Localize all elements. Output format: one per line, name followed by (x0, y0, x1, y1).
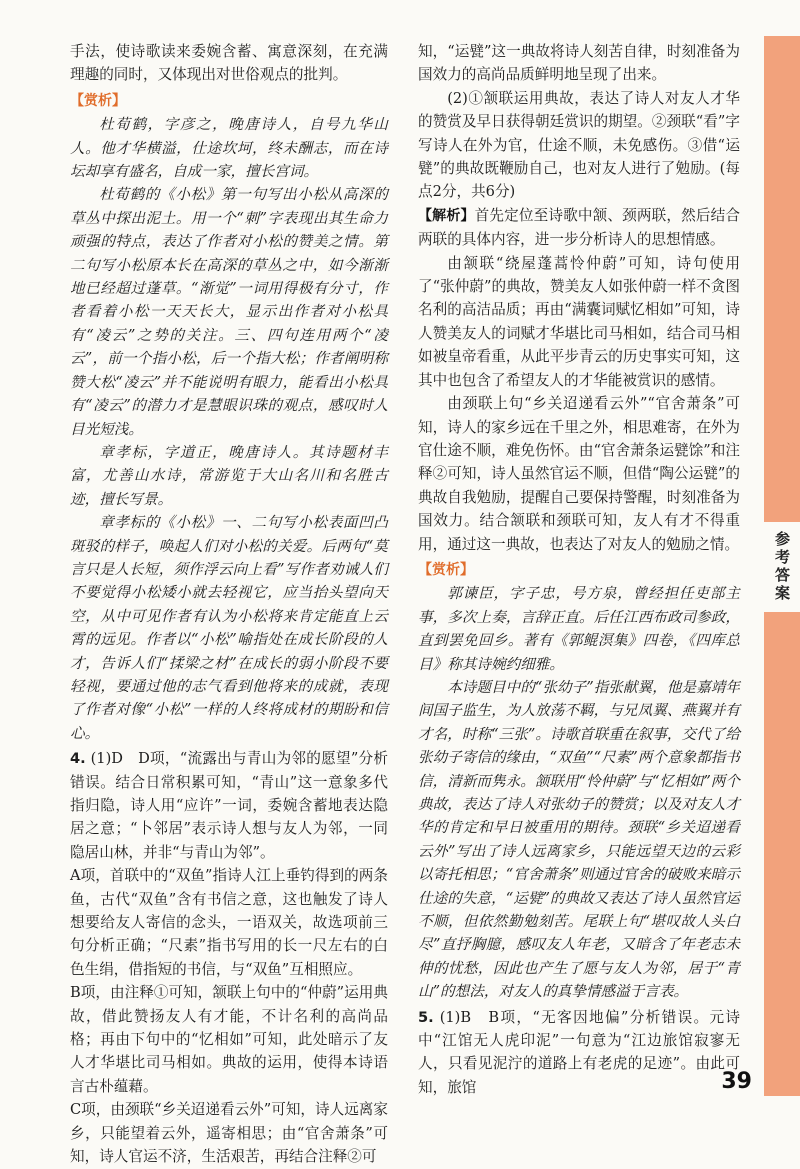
question-5 (418, 1006, 740, 1100)
analysis-text: 首先定位至诗歌中颔、颈两联，然后结合两联的具体内容，进一步分析诗人的思想情感。 (418, 206, 740, 249)
answer-text: (1)D D项，“流露出与青山为邻的愿望”分析错误。结合日常积累可知，“青山”这一意象多代指归隐，诗人用“应许”一词，委婉含蓄地表达隐居之意；“卜邻居”表示诗人想与友人为邻，一同隐居山林，并非“与青山为邻”。 (70, 750, 389, 861)
paragraph: 章孝标的《小松》一、二句写小松表面凹凸斑驳的样子，唤起人们对小松的关爱。后两句“莫言只是人长短，须作浮云向上看”写作者劝诫人们不要觉得小松矮小就去轻视它，应当抬头望向天空，从中可见作者有认为小松将来肯定能直上云霄的远见。作者以“小松”喻指处在成长阶段的人才，告诉人们“揉梁之材”在成长的弱小阶段不要轻视，要通过他的志气看到他将来的成就，表现了作者对像“小松”一样的人终将成材的期盼和信心。 (70, 514, 388, 742)
paragraph: C项，由颈联“乡关迢递看云外”可知，诗人远离家乡，只能望着云外，遥寄相思；由“官舍萧条”可知，诗人官运不济，生活艰苦，再结合注释②可 (70, 1101, 388, 1166)
analysis-block (418, 204, 740, 252)
appreciation-tag: 【赏析】 (418, 561, 474, 578)
paragraph: 知，“运甓”这一典故将诗人刻苦自律，时刻准备为国效力的高尚品质鲜明地呈现了出来。 (418, 43, 740, 84)
appreciation-tag: 【赏析】 (70, 92, 126, 109)
question-4 (70, 747, 388, 864)
question-number: 4. (70, 750, 86, 768)
left-column (70, 40, 388, 1169)
answer-text: (1)B B项，“无客因地偏”分析错误。元诗中“江馆无人虎印泥”一句意为“江边旅馆寂寥无人，只看见泥泞的道路上有老虎的足迹”。由此可知，旅馆 (418, 1008, 741, 1096)
paragraph: 由颈联上句“乡关迢递看云外”“官舍萧条”可知，诗人的家乡远在千里之外，相思难寄，在外为官仕途不顺，难免伤怀。由“官舍萧条运甓馀”和注释②可知，诗人虽然官运不顺，但借“陶公运甓”的典故自我勉励，提醒自己要保持警醒，时刻准备为国效力。结合颔联和颈联可知，友人有才不得重用，通过这一典故，也表达了对友人的勉励之情。 (418, 395, 740, 553)
page-number: 39 (721, 1069, 752, 1094)
paragraph: 由颔联“绕屋蓬蒿怜仲蔚”可知，诗句使用了“张仲蔚”的典故，赞美友人如张仲蔚一样不贪图名利的高洁品质；再由“满囊词赋忆相如”可知，诗人赞美友人的词赋才华堪比司马相如，结合司马相如被皇帝看重，从此平步青云的历史事实可知，这其中也包含了希望友人的才华能被赏识的感情。 (418, 254, 740, 389)
paragraph: A项，首联中的“双鱼”指诗人江上垂钓得到的两条鱼，古代“双鱼”含有书信之意，这也触发了诗人想要给友人寄信的念头，一语双关，故选项前三句分析正确；“尺素”指书写用的长一尺左右的白色生绢，借指短的书信，与“双鱼”互相照应。 (70, 867, 388, 978)
paragraph: B项，由注释①可知，颔联上句中的“仲蔚”运用典故，借此赞扬友人有才能，不计名利的高尚品格；再由下句中的“忆相如”可知，此处暗示了友人才华堪比司马相如。典故的运用，使得本诗语言古朴蕴藉。 (70, 984, 388, 1095)
right-column (418, 40, 740, 1099)
analysis-tag: 【解析】 (418, 207, 475, 224)
sidebar-label: 参考答案 (764, 522, 800, 612)
paragraph: 郭谏臣，字子忠，号方泉，曾经担任吏部主事，多次上奏，言辞正直。后任江西布政司参政，直到罢免回乡。著有《郭鲲溟集》四卷，《四库总目》称其诗婉约细雅。 (418, 585, 740, 673)
paragraph: 杜荀鹤的《小松》第一句写出小松从高深的草丛中探出泥土。用一个“刺”字表现出其生命力顽强的特点，表达了作者对小松的赞美之情。第二句写小松原本长在高深的草丛之中，如今渐渐地已经超过蓬草。“渐觉”一词用得极有分寸，作者看着小松一天天长大，显示出作者对小松具有“凌云”之势的关注。三、四句连用两个“凌云”，前一个指小松，后一个指大松；作者阐明称赞大松“凌云”并不能说明有眼力，能看出小松具有“凌云”的潜力才是慧眼识珠的观点，感叹时人目光短浅。 (70, 186, 388, 438)
paragraph: (2)①颔联运用典故，表达了诗人对友人才华的赞赏及早日获得朝廷赏识的期望。②颈联“看”字写诗人在外为官，仕途不顺，未免感伤。③借“运甓”的典故既鞭励自己，也对友人进行了勉励。(每点2分，共6分) (418, 89, 740, 201)
paragraph: 手法，使诗歌读来委婉含蓄、寓意深刻，在充满理趣的同时，又体现出对世俗观点的批判。 (70, 43, 388, 84)
paragraph: 章孝标，字道正，晚唐诗人。其诗题材丰富，尤善山水诗，常游览于大山名川和名胜古迹，擅长写景。 (70, 443, 388, 508)
paragraph: 本诗题目中的“张幼子”指张献翼，他是嘉靖年间国子监生，为人放荡不羁，与兄凤翼、燕翼并有才名，时称“三张”。诗歌首联重在叙事，交代了给张幼子寄信的缘由，“双鱼”“尺素”两个意象都指书信，清新而隽永。颔联用“怜仲蔚”与“忆相如”两个典故，表达了诗人对张幼子的赞赏；以及对友人才华的肯定和早日被重用的期待。颈联“乡关迢递看云外”写出了诗人远离家乡，只能远望天边的云彩以寄托相思；“官舍萧条”则通过官舍的破败来暗示仕途的失意，“运甓”的典故又表达了诗人虽然官运不顺，但依然勤勉刻苦。尾联上句“堪叹故人头白尽”直抒胸臆，感叹友人年老，又暗含了年老志未伸的忧愁，因此也产生了愿与友人为邻，居于“青山”的想法，对友人的真挚情感溢于言表。 (418, 678, 740, 1001)
paragraph: 杜荀鹤，字彦之，晚唐诗人，自号九华山人。他才华横溢，仕途坎坷，终未酬志，而在诗坛却享有盛名，自成一家，擅长宫词。 (70, 116, 388, 181)
question-number: 5. (418, 1008, 434, 1026)
